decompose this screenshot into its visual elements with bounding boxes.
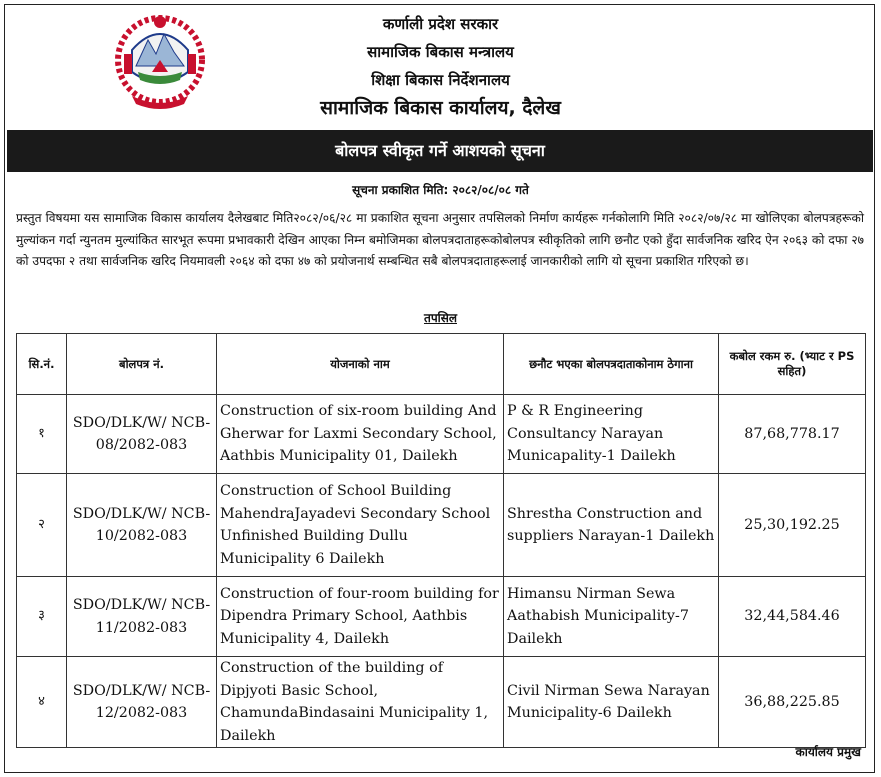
header-line-1: कर्णाली प्रदेश सरकार (382, 15, 499, 33)
row-amount: 25,30,192.25 (719, 474, 866, 577)
row-amount: 32,44,584.46 (719, 577, 866, 657)
header-sn: सि.नं. (17, 334, 67, 395)
row-bid-no: SDO/DLK/W/ NCB-12/2082-083 (67, 657, 217, 748)
row-bid-no: SDO/DLK/W/ NCB-11/2082-083 (67, 577, 217, 657)
table-title: तपसिल (423, 311, 457, 325)
row-bid-no: SDO/DLK/W/ NCB-10/2082-083 (67, 474, 217, 577)
header-line-2: सामाजिक बिकास मन्त्रालय (367, 43, 514, 61)
row-amount: 36,88,225.85 (719, 657, 866, 748)
table-row (17, 577, 866, 657)
row-sn: ४ (17, 657, 67, 748)
published-date: सूचना प्रकाशित मिति: २०८२/०८/०८ गते (352, 183, 529, 197)
row-sn: २ (17, 474, 67, 577)
notice-body-text: प्रस्तुत विषयमा यस सामाजिक विकास कार्यालय दैलेखबाट मिति२०८२/०६/२८ मा प्रकाशित सूचना अनुसार तपसिलको निर्माण कार्यहरू गर्नकोलागि मिति २०८२/०७/२८ मा खोलिएका बोलपत्रहरूको मुल्यांकन गर्दा न्युनतम मुल्यांकित सारभूत रूपमा प्रभावकारी देखिन आएका निम्न बमोजिमका बोलपत्रदाताहरूकोबोलपत्र स्वीकृतिको लागि छनौट एको हुँदा सार्वजनिक खरिद ऐन २०६३ को दफा २७ को उपदफा २ तथा सार्वजनिक खरिद नियमावली २०६४ को दफा ४७ को प्रयोजनार्थ सम्बन्धित सबै बोलपत्रदाताहरूलाई जानकारीको लागि यो सूचना प्रकाशित गरिएको छ। (16, 211, 864, 268)
row-bid-no: SDO/DLK/W/ NCB-08/2082-083 (67, 395, 217, 474)
row-bidder: Civil Nirman Sewa Narayan Municipality-6 Dailekh (504, 657, 719, 748)
row-sn: ३ (17, 577, 67, 657)
row-bidder: Shrestha Construction and suppliers Narayan-1 Dailekh (504, 474, 719, 577)
header-amount: कबोल रकम रु. (भ्याट र PS सहित) (719, 334, 866, 395)
table-header-row (17, 334, 866, 395)
notice-title-banner: बोलपत्र स्वीकृत गर्ने आशयको सूचना (7, 130, 873, 172)
row-bidder: Himansu Nirman Sewa Aathabish Municipality-7 Dailekh (504, 577, 719, 657)
bid-table (16, 333, 866, 748)
row-amount: 87,68,778.17 (719, 395, 866, 474)
row-bidder: P & R Engineering Consultancy Narayan Municapality-1 Dailekh (504, 395, 719, 474)
notice-header (0, 0, 881, 128)
header-line-3: शिक्षा बिकास निर्देशनालय (371, 71, 510, 89)
header-office-name: सामाजिक बिकास कार्यालय, दैलेख (320, 97, 561, 119)
row-project: Construction of six-room building And Gherwar for Laxmi Secondary School, Aathbis Municipality 01, Dailekh (217, 395, 504, 474)
row-project: Construction of four-room building for Dipendra Primary School, Aathbis Municipality 4, Dailekh (217, 577, 504, 657)
office-chief-signature-label: कार्यालय प्रमुख (795, 745, 861, 759)
row-sn: १ (17, 395, 67, 474)
header-bid-no: बोलपत्र नं. (67, 334, 217, 395)
row-project: Construction of the building of Dipjyoti Basic School, ChamundaBindasaini Municipality 1, Dailekh (217, 657, 504, 748)
table-row (17, 395, 866, 474)
row-project: Construction of School Building MahendraJayadevi Secondary School Unfinished Building Dullu Municipality 6 Dailekh (217, 474, 504, 577)
header-project: योजनाको नाम (217, 334, 504, 395)
header-bidder: छनौट भएका बोलपत्रदाताकोनाम ठेगाना (504, 334, 719, 395)
table-row (17, 474, 866, 577)
table-row (17, 657, 866, 748)
